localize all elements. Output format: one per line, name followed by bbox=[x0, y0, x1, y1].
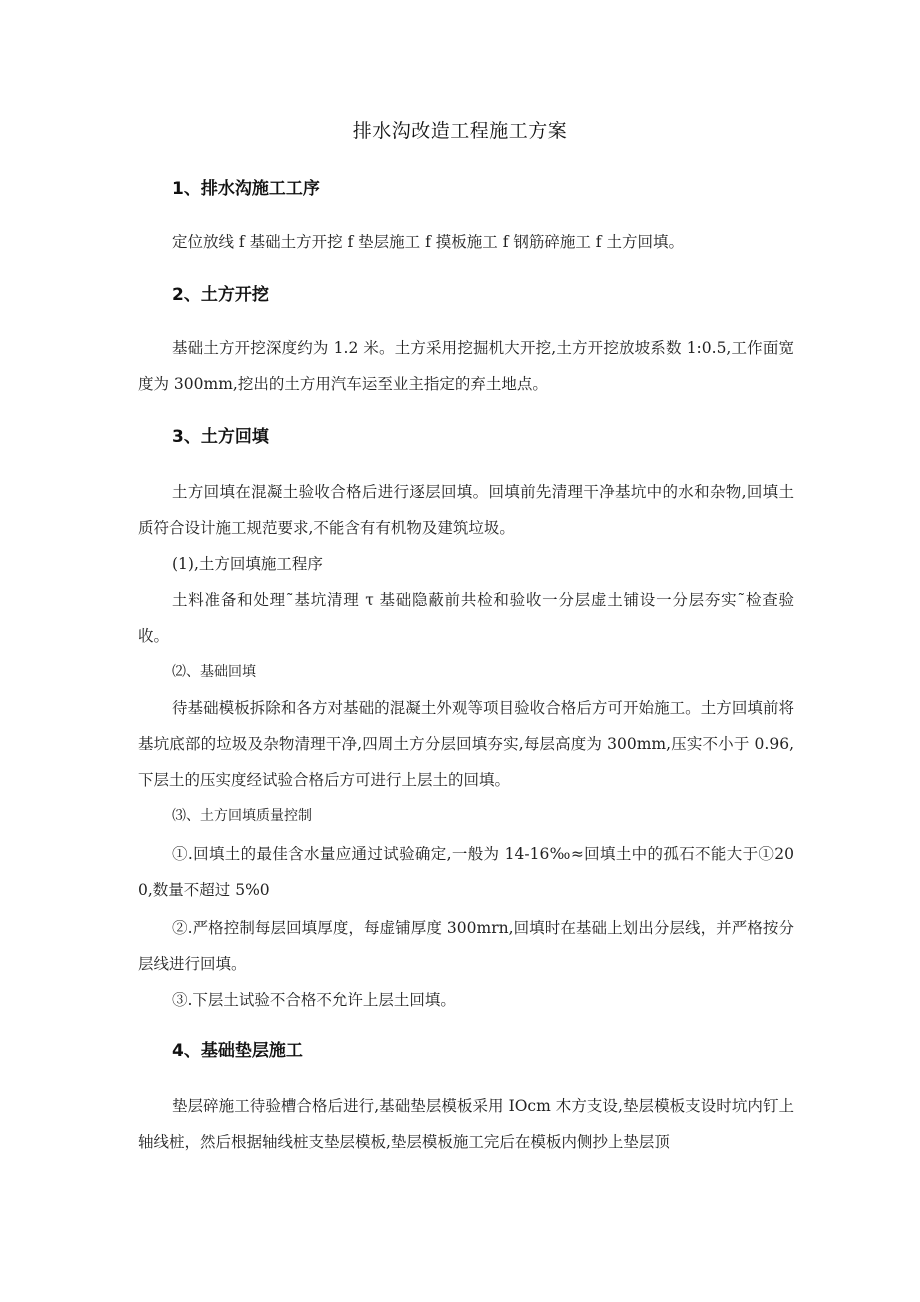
quality-item-1: ①.回填土的最佳含水量应通过试验确定,一般为 14-16‰≈回填土中的孤石不能大于①200,数量不超过 5%0 bbox=[138, 845, 794, 899]
section-heading-2: 2、土方开挖 bbox=[172, 285, 269, 305]
subheading-foundation-backfill: ⑵、基础回填 bbox=[172, 664, 256, 680]
section-3-paragraph-1: 土方回填在混凝土验收合格后进行逐层回填。回填前先清理干净基坑中的水和杂物,回填土质符合设计施工规范要求,不能含有有机物及建筑垃圾。 bbox=[138, 483, 794, 537]
subheading-quality-control: ⑶、土方回填质量控制 bbox=[172, 808, 312, 824]
section-4-paragraph: 垫层碎施工待验槽合格后进行,基础垫层模板采用 IOcm 木方支设,垫层模板支设时坑内钉上轴线桩，然后根据轴线桩支垫层模板,垫层模板施工完后在模板内侧抄上垫层顶 bbox=[138, 1097, 794, 1151]
section-heading-1: 1、排水沟施工工序 bbox=[172, 179, 320, 199]
section-1-paragraph: 定位放线 f 基础土方开挖 f 垫层施工 f 摸板施工 f 钢筋碎施工 f 土方回填。 bbox=[172, 233, 684, 251]
section-heading-4: 4、基础垫层施工 bbox=[172, 1041, 303, 1061]
section-heading-3: 3、土方回填 bbox=[172, 427, 269, 447]
document-title: 排水沟改造工程施工方案 bbox=[352, 120, 568, 142]
quality-item-2: ②.严格控制每层回填厚度，每虚铺厚度 300mrn,回填时在基础上划出分层线，并严格按分层线进行回填。 bbox=[138, 919, 794, 973]
subheading-backfill-procedure: (1),土方回填施工程序 bbox=[172, 555, 323, 573]
section-2-paragraph: 基础土方开挖深度约为 1.2 米。土方采用挖掘机大开挖,土方开挖放坡系数 1:0.5,工作面宽度为 300mm,挖出的土方用汽车运至业主指定的弃土地点。 bbox=[138, 339, 794, 393]
quality-item-3: ③.下层土试验不合格不允许上层土回填。 bbox=[172, 991, 456, 1009]
foundation-backfill-paragraph: 待基础模板拆除和各方对基础的混凝土外观等项目验收合格后方可开始施工。土方回填前将基坑底部的垃圾及杂物清理干净,四周土方分层回填夯实,每层高度为 300mm,压实不小于 0.96,下层土的压实度经试验合格后方可进行上层土的回填。 bbox=[138, 699, 794, 789]
backfill-procedure-paragraph: 土料准备和处理˜基坑清理 τ 基础隐蔽前共检和验收一分层虚土铺设一分层夯实˜检查验收。 bbox=[138, 591, 794, 645]
